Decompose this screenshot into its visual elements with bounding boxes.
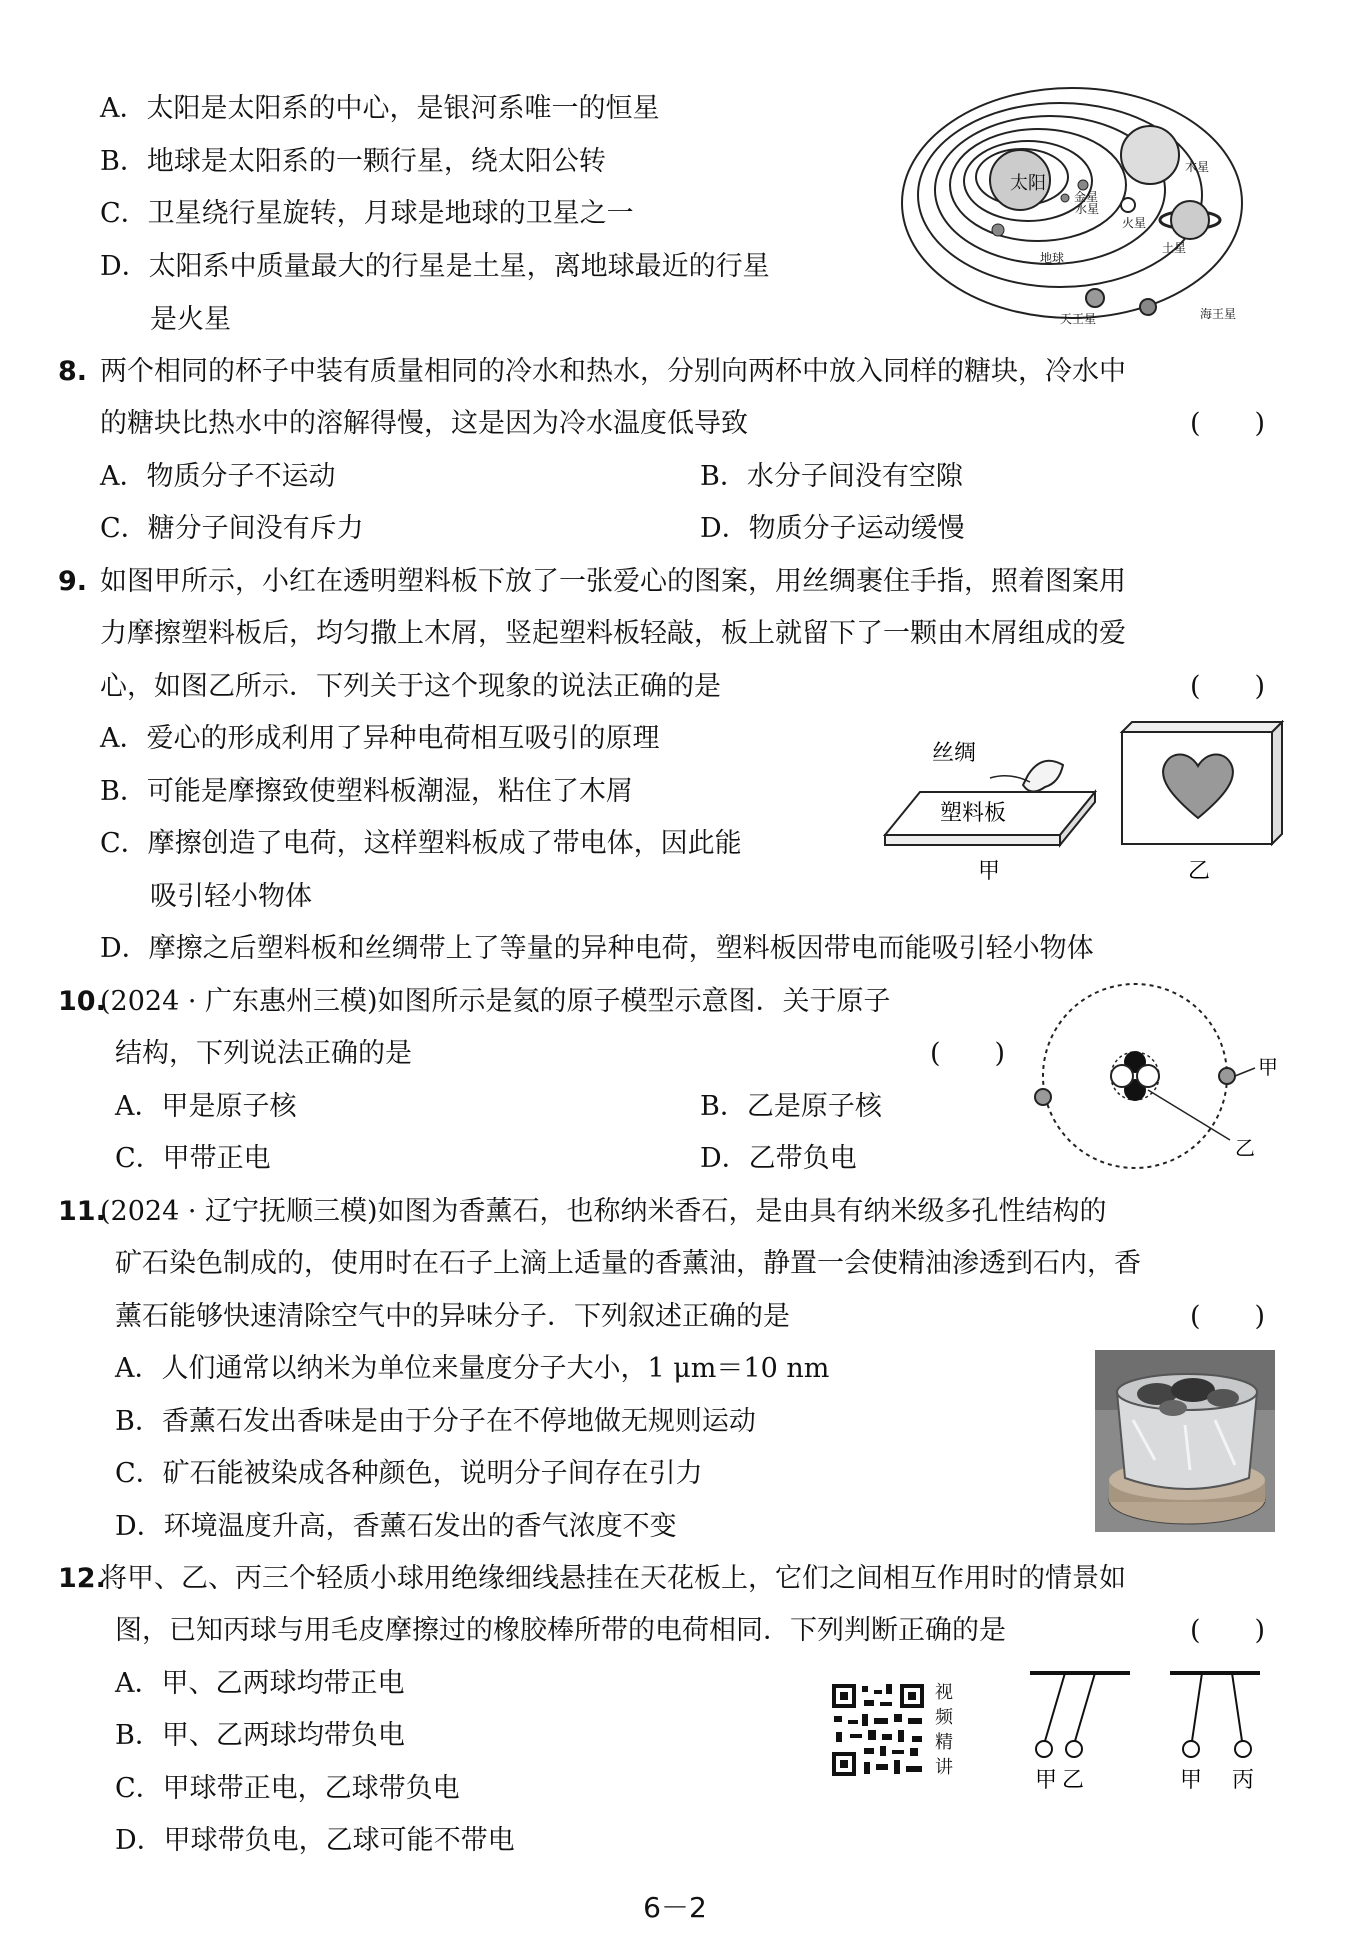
electron-icon xyxy=(1035,1089,1051,1105)
board-label: 塑料板 xyxy=(940,801,1007,826)
q10-stem-1: (2024 · 广东惠州三模)如图所示是氦的原子模型示意图．关于原子 xyxy=(100,986,891,1017)
q10-answer-blank: ( ) xyxy=(930,1038,1006,1069)
q11-stem-2: 矿石染色制成的，使用时在石子上滴上适量的香薰油，静置一会使精油渗透到石内，香 xyxy=(115,1248,1141,1279)
atom-jia-label: 甲 xyxy=(1258,1055,1278,1079)
hand-icon xyxy=(1023,761,1063,792)
q7-option-d: D．太阳系中质量最大的行星是土星，离地球最近的行星 xyxy=(100,251,770,282)
q9-answer-blank: ( ) xyxy=(1190,671,1266,702)
q8-option-c: C．糖分子间没有斥力 xyxy=(100,513,364,544)
venus-label: 金星 xyxy=(1074,190,1099,204)
earth-label: 地球 xyxy=(1040,251,1065,265)
neutron-icon xyxy=(1111,1065,1133,1087)
q9-option-c-cont: 吸引轻小物体 xyxy=(150,881,312,912)
q12-option-c: C．甲球带正电，乙球带负电 xyxy=(115,1773,460,1804)
q12-answer-blank: ( ) xyxy=(1190,1615,1266,1646)
q9-option-c: C．摩擦创造了电荷，这样塑料板成了带电体，因此能 xyxy=(100,828,742,859)
saturn-label: 土星 xyxy=(1162,241,1187,255)
neptune-label: 海王星 xyxy=(1200,307,1237,321)
uranus-label: 天王星 xyxy=(1060,312,1097,326)
fig-yi-label: 乙 xyxy=(1188,859,1211,884)
q10-stem-2: 结构，下列说法正确的是 xyxy=(115,1038,412,1069)
q10-number: 10. xyxy=(58,986,106,1017)
q8-number: 8. xyxy=(58,356,88,387)
ball-jia-2-label: 甲 xyxy=(1180,1768,1203,1793)
q12-stem-2: 图，已知丙球与用毛皮摩擦过的橡胶棒所带的电荷相同．下列判断正确的是 xyxy=(115,1615,1006,1646)
q9-option-d: D．摩擦之后塑料板和丝绸带上了等量的异种电荷，塑料板因带电而能吸引轻小物体 xyxy=(100,933,1094,964)
q8-stem-1: 两个相同的杯子中装有质量相同的冷水和热水，分别向两杯中放入同样的糖块，冷水中 xyxy=(100,356,1126,387)
atom-yi-label: 乙 xyxy=(1235,1136,1255,1160)
q12-option-b: B．甲、乙两球均带负电 xyxy=(115,1720,405,1751)
q12-option-a: A．甲、乙两球均带正电 xyxy=(115,1668,405,1699)
silk-label: 丝绸 xyxy=(932,741,977,766)
q7-option-c: C．卫星绕行星旋转，月球是地球的卫星之一 xyxy=(100,198,634,229)
ball-jia-1 xyxy=(1036,1741,1052,1757)
q11-stem-1: (2024 · 辽宁抚顺三模)如图为香薰石，也称纳米香石，是由具有纳米级多孔性结构的 xyxy=(100,1196,1107,1227)
q12-stem-1: 将甲、乙、丙三个轻质小球用绝缘细线悬挂在天花板上，它们之间相互作用时的情景如 xyxy=(100,1563,1126,1594)
q8-option-d: D．物质分子运动缓慢 xyxy=(700,513,965,544)
ball-yi xyxy=(1066,1741,1082,1757)
q12-number: 12. xyxy=(58,1563,106,1594)
q7-option-a: A．太阳是太阳系的中心，是银河系唯一的恒星 xyxy=(100,93,660,124)
hanging-balls-figure xyxy=(1010,1665,1280,1805)
q10-option-a: A．甲是原子核 xyxy=(115,1091,297,1122)
ball-jia-2 xyxy=(1183,1741,1199,1757)
q8-option-b: B．水分子间没有空隙 xyxy=(700,461,963,492)
q11-option-b: B．香薰石发出香味是由于分子在不停地做无规则运动 xyxy=(115,1406,756,1437)
mercury-label: 水星 xyxy=(1075,202,1100,216)
qr-caption xyxy=(935,1680,957,1780)
jupiter-label: 木星 xyxy=(1185,160,1210,174)
neutron-icon xyxy=(1137,1065,1159,1087)
q8-stem-2: 的糖块比热水中的溶解得慢，这是因为冷水温度低导致 xyxy=(100,408,748,439)
page-number: 6－2 xyxy=(643,1891,707,1924)
q9-stem-1: 如图甲所示，小红在透明塑料板下放了一张爱心的图案，用丝绸裹住手指，照着图案用 xyxy=(100,566,1126,597)
sun-label: 太阳 xyxy=(1010,173,1046,194)
q8-answer-blank: ( ) xyxy=(1190,408,1266,439)
q9-stem-3: 心，如图乙所示．下列关于这个现象的说法正确的是 xyxy=(100,671,721,702)
saturn-icon xyxy=(1171,201,1209,239)
q11-option-d: D．环境温度升高，香薰石发出的香气浓度不变 xyxy=(115,1511,677,1542)
helium-atom-figure xyxy=(1030,980,1300,1180)
fig-jia-label: 甲 xyxy=(978,859,1001,884)
q10-option-c: C．甲带正电 xyxy=(115,1143,271,1174)
qr-caption-char: 精 xyxy=(935,1732,953,1753)
ball-bing xyxy=(1235,1741,1251,1757)
q9-option-a: A．爱心的形成利用了异种电荷相互吸引的原理 xyxy=(100,723,660,754)
qr-code-icon[interactable] xyxy=(828,1680,928,1780)
solar-system-figure xyxy=(900,85,1250,330)
q11-stem-3: 薰石能够快速清除空气中的异味分子．下列叙述正确的是 xyxy=(115,1301,790,1332)
q9-option-b: B．可能是摩擦致使塑料板潮湿，粘住了木屑 xyxy=(100,776,633,807)
aroma-stone-photo xyxy=(1095,1350,1275,1532)
qr-caption-char: 频 xyxy=(935,1707,953,1728)
q11-number: 11. xyxy=(58,1196,106,1227)
q8-option-a: A．物质分子不运动 xyxy=(100,461,336,492)
electron-icon xyxy=(1219,1068,1235,1084)
mars-label: 火星 xyxy=(1122,216,1147,230)
jupiter-icon xyxy=(1121,126,1179,184)
qr-caption-char: 讲 xyxy=(935,1757,953,1778)
ball-bing-label: 丙 xyxy=(1232,1768,1255,1793)
q12-option-d: D．甲球带负电，乙球可能不带电 xyxy=(115,1825,515,1856)
q9-number: 9. xyxy=(58,566,88,597)
q11-option-c: C．矿石能被染成各种颜色，说明分子间存在引力 xyxy=(115,1458,703,1489)
q10-option-b: B．乙是原子核 xyxy=(700,1091,882,1122)
q9-stem-2: 力摩擦塑料板后，均匀撒上木屑，竖起塑料板轻敲，板上就留下了一颗由木屑组成的爱 xyxy=(100,618,1126,649)
q10-option-d: D．乙带负电 xyxy=(700,1143,857,1174)
q7-option-b: B．地球是太阳系的一颗行星，绕太阳公转 xyxy=(100,146,606,177)
ball-jia-1-label: 甲 xyxy=(1035,1768,1058,1793)
q7-option-d-cont: 是火星 xyxy=(150,304,231,335)
qr-caption-char: 视 xyxy=(935,1682,953,1703)
silk-board-figure xyxy=(880,720,1290,890)
ball-yi-label: 乙 xyxy=(1062,1768,1085,1793)
q11-answer-blank: ( ) xyxy=(1190,1301,1266,1332)
q11-option-a: A．人们通常以纳米为单位来量度分子大小，1 μm＝10 nm xyxy=(115,1353,830,1384)
